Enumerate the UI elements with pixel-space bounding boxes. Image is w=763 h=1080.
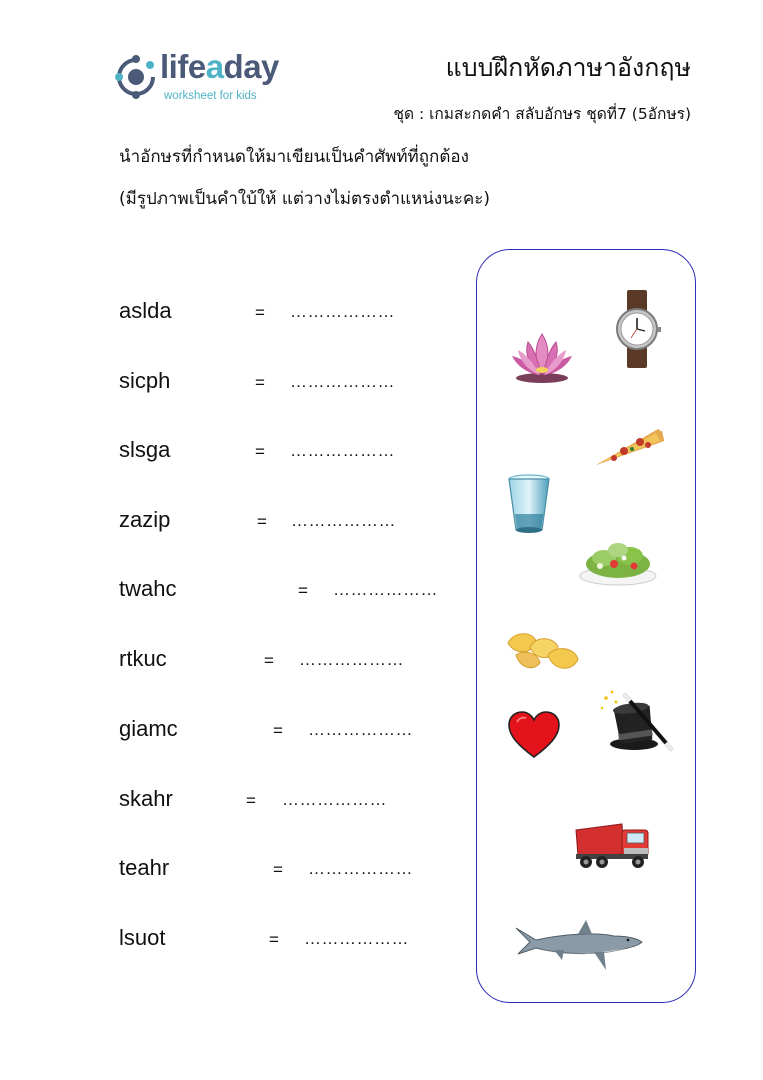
equals-sign: = bbox=[264, 651, 274, 670]
scrambled-word: slsga bbox=[119, 437, 171, 462]
equals-sign: = bbox=[255, 373, 265, 392]
equals-sign: = bbox=[298, 581, 308, 600]
scrambled-word: zazip bbox=[119, 507, 171, 532]
watch-icon bbox=[612, 290, 662, 368]
pizza-icon bbox=[592, 425, 666, 469]
scrambled-word: aslda bbox=[119, 298, 172, 323]
equals-sign: = bbox=[255, 303, 265, 322]
answer-blank[interactable]: ……………… bbox=[304, 929, 409, 948]
equals-sign: = bbox=[273, 721, 283, 740]
equals-sign: = bbox=[269, 930, 279, 949]
scrambled-word: lsuot bbox=[119, 925, 166, 950]
logo-tagline: worksheet for kids bbox=[164, 90, 257, 102]
equals-sign: = bbox=[255, 442, 265, 461]
glass-icon bbox=[506, 474, 552, 536]
salad-icon bbox=[578, 534, 658, 586]
instruction-line-1: นำอักษรที่กำหนดให้มาเขียนเป็นคำศัพท์ที่ถูกต้อง bbox=[119, 147, 469, 167]
answer-blank[interactable]: ……………… bbox=[290, 441, 395, 460]
lotus-icon bbox=[508, 328, 576, 386]
scrambled-word: rtkuc bbox=[119, 646, 167, 671]
answer-blank[interactable]: ……………… bbox=[291, 511, 396, 530]
scrambled-word: skahr bbox=[119, 786, 173, 811]
truck-icon bbox=[574, 820, 652, 872]
scrambled-word: giamc bbox=[119, 716, 178, 741]
answer-blank[interactable]: ……………… bbox=[299, 650, 404, 669]
answer-blank[interactable]: ……………… bbox=[290, 302, 395, 321]
scrambled-word: teahr bbox=[119, 855, 170, 880]
shark-icon bbox=[514, 920, 644, 972]
logo-wordmark: lifeaday bbox=[160, 48, 279, 85]
scrambled-word: twahc bbox=[119, 576, 177, 601]
instruction-line-2: (มีรูปภาพเป็นคำใบ้ให้ แต่วางไม่ตรงตำแหน่งนะคะ) bbox=[119, 189, 491, 209]
equals-sign: = bbox=[273, 860, 283, 879]
answer-blank[interactable]: ……………… bbox=[308, 859, 413, 878]
answer-blank[interactable]: ……………… bbox=[290, 372, 395, 391]
heart-icon bbox=[507, 710, 561, 760]
equals-sign: = bbox=[246, 791, 256, 810]
equals-sign: = bbox=[257, 512, 267, 531]
scrambled-word: sicph bbox=[119, 368, 171, 393]
lifeaday-logo bbox=[112, 48, 292, 108]
answer-blank[interactable]: ……………… bbox=[308, 720, 413, 739]
answer-blank[interactable]: ……………… bbox=[282, 790, 387, 809]
chips-icon bbox=[504, 625, 582, 675]
magic-hat-icon bbox=[598, 688, 676, 754]
worksheet-title: แบบฝึกหัดภาษาอังกฤษ bbox=[445, 53, 691, 82]
worksheet-subtitle: ชุด : เกมสะกดคำ สลับอักษร ชุดที่7 (5อักษร) bbox=[393, 105, 691, 123]
answer-blank[interactable]: ……………… bbox=[333, 580, 438, 599]
molecule-logo-icon bbox=[112, 54, 160, 100]
